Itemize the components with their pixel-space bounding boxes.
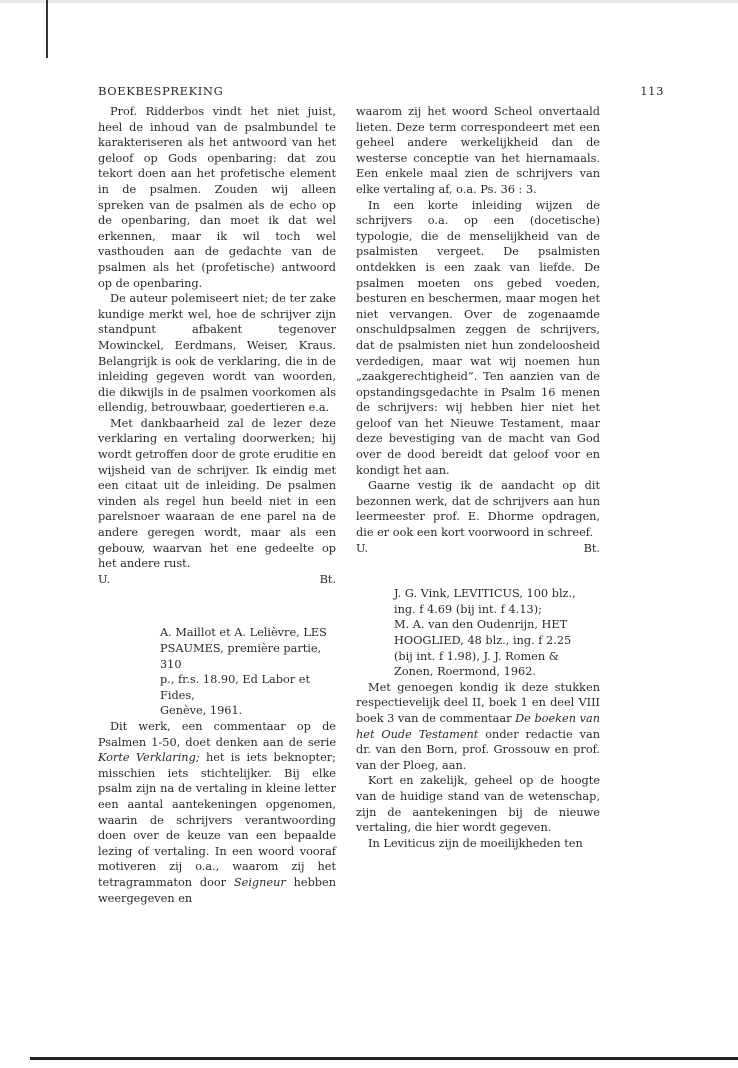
signature-initial: U. xyxy=(356,541,369,555)
reference-line: Genève, 1961. xyxy=(160,704,243,718)
book-reference xyxy=(98,625,336,719)
signature-initial: U. xyxy=(98,572,111,586)
page-number: 113 xyxy=(640,84,664,98)
reference-line: J. G. Vink, LEVITICUS, 100 blz., xyxy=(394,587,576,601)
paragraph: In een korte inleiding wijzen de schrijvers o.a. op een (docetische) typologie, die de menselijkheid van de psalmisten vergeet. De psalmisten ontdekken is een zaak van liefde. De psalmen moeten ons gebed voeden, besturen en beschermen, maar mogen het niet vervangen. Over de zogenaamde onschuldpsalmen zeggen de schrijvers, dat de psalmisten niet hun zondeloosheid verdedigen, maar wat wij noemen hun „zaakgerechtigheid”. Ten aanzien van de opstandingsgedachte in Psalm 16 menen de schrijvers: wij hebben hier niet het geloof van het Nieuwe Testament, maar deze bevestiging van de macht van God over de dood bereidt dat geloof voor en kondigt het aan. xyxy=(356,198,600,477)
paragraph: Kort en zakelijk, geheel op de hoogte van de huidige stand van de wetenschap, zijn de aantekeningen bij de nieuwe vertaling, die hier wordt gegeven. xyxy=(356,774,600,835)
reference-line: ing. f 4.69 (bij int. f 4.13); xyxy=(394,602,542,616)
text-run: onder redactie van dr. van den Born, prof. Grossouw en prof. van der Ploeg, aan. xyxy=(356,727,601,772)
left-column xyxy=(98,104,336,906)
italic-title: De boeken van het Oude Testament xyxy=(356,711,600,741)
paragraph: Gaarne vestig ik de aandacht op dit bezonnen werk, dat de schrijvers aan hun leermeester prof. E. Dhorme opdragen, die er ook een kort voorwoord in schreef. xyxy=(356,479,600,540)
right-column xyxy=(356,104,600,851)
text-run: Dit werk, een commentaar op de Psalmen 1-50, doet denken aan de serie xyxy=(98,719,336,749)
scan-left-edge xyxy=(46,0,48,58)
review-signature xyxy=(98,572,336,588)
reference-line: HOOGLIED, 48 blz., ing. f 2.25 xyxy=(394,634,572,647)
paragraph: In Leviticus zijn de moeilijkheden ten xyxy=(368,836,583,850)
text-run: Met genoegen kondig ik deze stukken respectievelijk deel II, boek 1 en deel VIII boek 3 van de commentaar xyxy=(356,680,600,725)
scan-top-edge xyxy=(0,0,738,3)
italic-title: Korte Verklaring; xyxy=(98,751,200,765)
book-reference xyxy=(356,586,600,680)
reference-line: p., fr.s. 18.90, Ed Labor et Fides, xyxy=(160,673,310,702)
signature-author: Bt. xyxy=(583,541,600,555)
reference-line: A. Maillot et A. Lelièvre, LES xyxy=(160,626,327,640)
section-title: BOEKBESPREKING xyxy=(98,84,224,98)
scan-bottom-edge xyxy=(30,1057,738,1060)
paragraph xyxy=(356,680,600,774)
text-run: het is iets beknopter; misschien iets stichtelijker. Bij elke psalm zijn na de vertaling in kleine letter een aantal aantekeningen opgenomen, waarin de schrijvers verantwoording doen over de keuze van een bepaalde lezing of vertaling. In een woord vooraf motiveren zij o.a., waarom zij het tetragrammaton door xyxy=(98,751,336,889)
italic-term: Seigneur xyxy=(233,875,286,889)
review-signature xyxy=(356,541,600,557)
reference-line: (bij int. f 1.98), J. J. Romen & xyxy=(394,649,559,663)
reference-line: PSAUMES, première partie, 310 xyxy=(160,642,322,671)
paragraph: Met dankbaarheid zal de lezer deze verklaring en vertaling doorwerken; hij wordt getroffen door de grote eruditie en wijsheid van de schrijver. Ik eindig met een citaat uit de inleiding. De psalmen vinden als regel hun beeld niet in een parelsnoer waaraan de ene parel na de andere geregen wordt, maar als een gebouw, waarvan het ene gedeelte op het andere rust. xyxy=(98,416,336,571)
signature-author: Bt. xyxy=(319,572,336,586)
reference-line: Zonen, Roermond, 1962. xyxy=(394,665,537,679)
paragraph xyxy=(98,719,336,906)
running-header xyxy=(98,84,664,100)
text-run: hebben weergegeven en xyxy=(98,875,336,905)
reference-line: M. A. van den Oudenrijn, HET xyxy=(394,618,568,632)
paragraph: Prof. Ridderbos vindt het niet juist, heel de inhoud van de psalmbundel te karakteriseren als het antwoord van het geloof op Gods openbaring: dat zou tekort doen aan het profetische element in de psalmen. Zouden wij alleen spreken van de psalmen als de echo op de openbaring, dan moet ik dat wel erkennen, maar ik wil toch wel vasthouden aan de gedachte van de psalmen als het (profetische) antwoord op de openbaring. xyxy=(98,105,336,290)
paragraph: waarom zij het woord Scheol onvertaald lieten. Deze term correspondeert met een geheel andere werkelijkheid dan de westerse conceptie van het hiernamaals. Een enkele maal zien de schrijvers van elke vertaling af, o.a. Ps. 36 : 3. xyxy=(356,105,600,196)
paragraph: De auteur polemiseert niet; de ter zake kundige merkt wel, hoe de schrijver zijn standpunt afbakent tegenover Mowinckel, Eerdmans, Weiser, Kraus. Belangrijk is ook de verklaring, die in de inleiding gegeven wordt van woorden, die dikwijls in de psalmen voorkomen als ellendig, betrouwbaar, goedertieren e.a. xyxy=(98,292,336,415)
